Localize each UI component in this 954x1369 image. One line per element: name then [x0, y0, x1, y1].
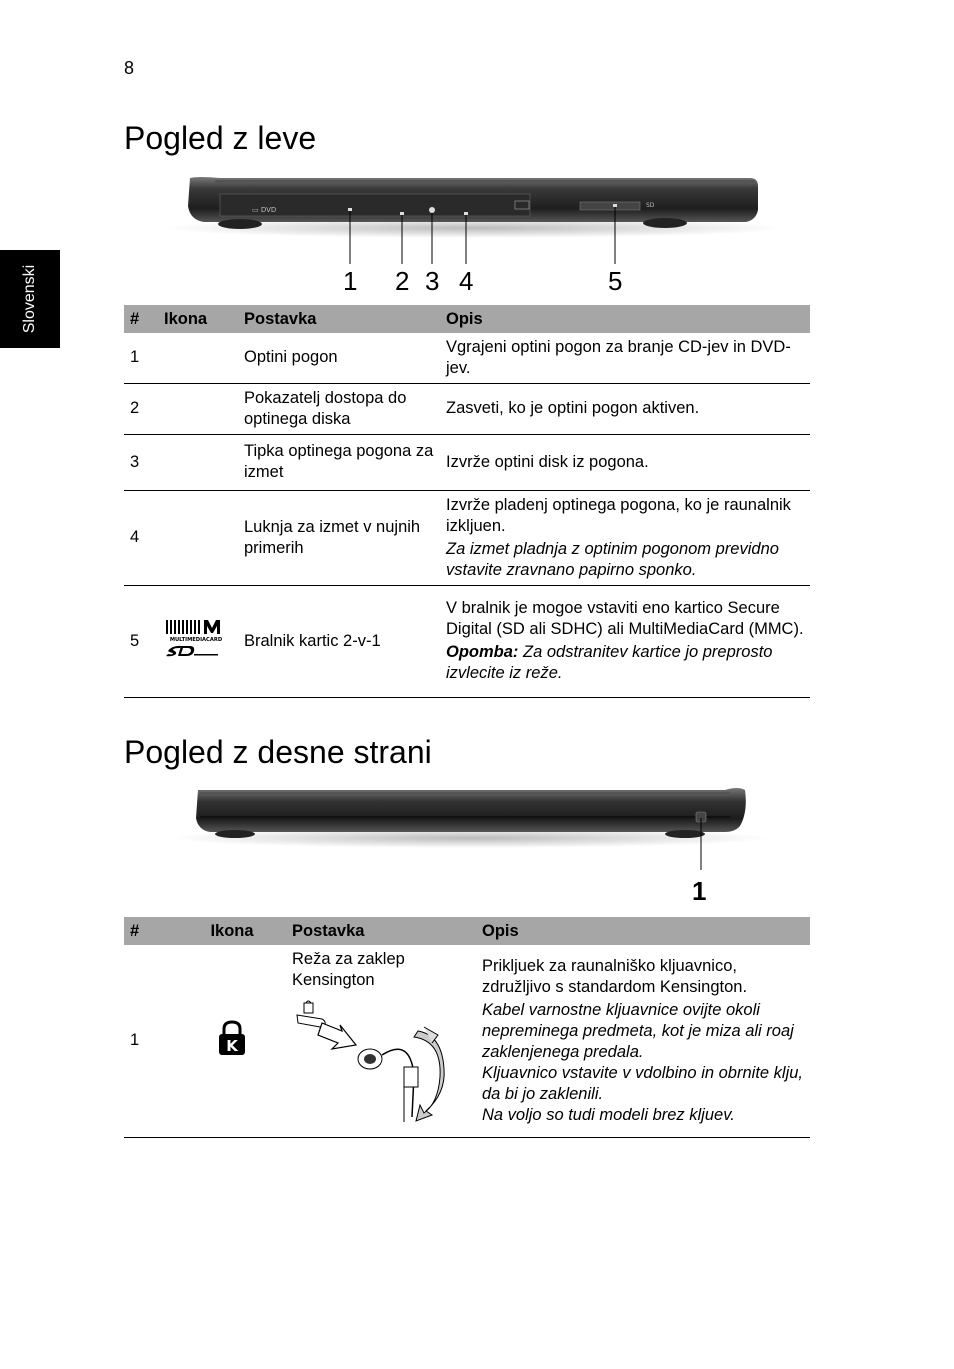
callout-3: 3 — [425, 266, 440, 296]
row-description-cell — [440, 490, 810, 585]
kensington-lock-icon — [217, 1019, 247, 1057]
callout-5: 5 — [608, 266, 623, 296]
table-header-row — [124, 305, 810, 333]
row-number: 1 — [124, 333, 158, 383]
svg-text:▭ DVD: ▭ DVD — [252, 206, 277, 214]
row-note — [446, 642, 804, 684]
mmc-sd-card-icon — [164, 618, 228, 658]
right-view-table — [124, 917, 810, 1138]
row-item: Bralnik kartic 2-v-1 — [238, 585, 440, 697]
note-text: Za odstranitev kartice jo preprosto izvlecite iz reže. — [446, 643, 773, 683]
header-number: # — [124, 305, 158, 333]
right-view-title: Pogled z desne strani — [124, 734, 432, 770]
table-row — [124, 490, 810, 585]
row-item: Pokazatelj dostopa do optinega diska — [238, 383, 440, 434]
header-icon: Ikona — [178, 917, 286, 945]
row-note: Za izmet pladnja z optinim pogonom previdno vstavite zravnano papirno sponko. — [446, 539, 779, 579]
row-item: Optini pogon — [238, 333, 440, 383]
row-icon-empty — [158, 333, 238, 383]
row-number: 5 — [124, 585, 158, 697]
callout-1-right: 1 — [692, 876, 707, 906]
table-header-row — [124, 917, 810, 945]
kensington-lock-illustration — [292, 997, 452, 1127]
header-description: Opis — [476, 917, 810, 945]
left-view-title: Pogled z leve — [124, 120, 317, 156]
header-number: # — [124, 917, 178, 945]
row-number: 2 — [124, 383, 158, 434]
table-row — [124, 333, 810, 383]
note-label: Opomba: — [446, 643, 519, 662]
header-icon: Ikona — [158, 305, 238, 333]
callout-1: 1 — [343, 266, 358, 296]
row-description: Vgrajeni optini pogon za branje CD-jev in DVD-jev. — [440, 333, 810, 383]
row-item: Tipka optinega pogona za izmet — [238, 434, 440, 490]
left-view-table — [124, 305, 810, 698]
row-note: Kabel varnostne kljuavnice ovijte okoli nepreminega predmeta, kot je miza ali roaj zaklenjenega predala. — [482, 1001, 794, 1061]
svg-text:SD: SD — [646, 202, 655, 209]
row-item: Luknja za izmet v nujnih primerih — [238, 490, 440, 585]
callout-4: 4 — [459, 266, 474, 296]
laptop-left-side-image — [160, 172, 780, 272]
header-item: Postavka — [238, 305, 440, 333]
row-number: 1 — [124, 945, 178, 1137]
table-row — [124, 585, 810, 697]
row-item-cell — [286, 945, 476, 1137]
header-item: Postavka — [286, 917, 476, 945]
row-number: 3 — [124, 434, 158, 490]
mmc-icon-label: MULTIMEDIACARD — [169, 637, 223, 644]
row-note: Kljuavnico vstavite v vdolbino in obrnite klju, da bi jo zaklenili. — [482, 1063, 804, 1103]
side-tab-label: Slovenski — [21, 264, 38, 334]
row-description-cell — [440, 585, 810, 697]
row-description-cell — [476, 945, 810, 1137]
row-icon-empty — [158, 490, 238, 585]
language-side-tab — [0, 250, 60, 348]
table-row — [124, 434, 810, 490]
header-description: Opis — [440, 305, 810, 333]
row-description: Prikljuek za raunalniško kljuavnico, združljivo s standardom Kensington. — [482, 957, 748, 997]
row-icon-empty — [158, 383, 238, 434]
lock-icon-letter: K — [226, 1036, 238, 1055]
row-item: Reža za zaklep Kensington — [292, 950, 405, 989]
table-row — [124, 945, 810, 1137]
row-icon-cell — [158, 585, 238, 697]
row-note: Na voljo so tudi modeli brez kljuev. — [482, 1105, 735, 1124]
row-description: Izvrže pladenj optinega pogona, ko je raunalnik izkljuen. — [446, 495, 791, 535]
callout-2: 2 — [395, 266, 410, 296]
page-number: 8 — [124, 58, 135, 78]
row-icon-empty — [158, 434, 238, 490]
row-icon-cell — [178, 945, 286, 1137]
row-number: 4 — [124, 490, 158, 585]
row-description: Zasveti, ko je optini pogon aktiven. — [440, 383, 810, 434]
row-description: Izvrže optini disk iz pogona. — [440, 434, 810, 490]
laptop-right-side-image — [170, 782, 770, 872]
table-row — [124, 383, 810, 434]
row-description: V bralnik je mogoe vstaviti eno kartico Secure Digital (SD ali SDHC) ali MultiMediaCard (MMC). — [446, 599, 804, 639]
